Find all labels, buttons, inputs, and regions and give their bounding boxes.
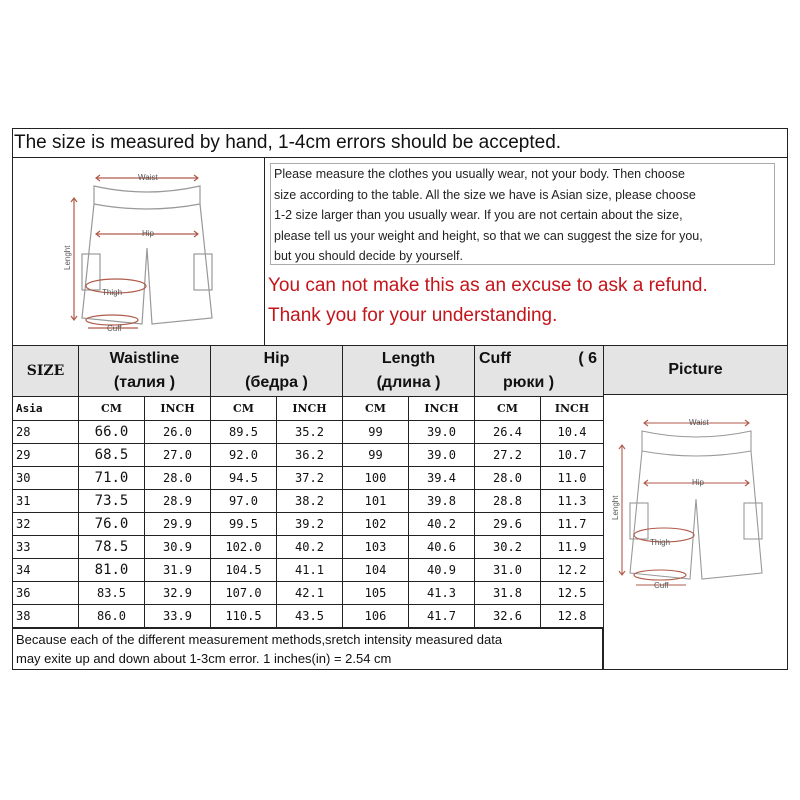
- length-cm-cell: 105: [343, 582, 409, 605]
- measurement-instructions: [270, 163, 775, 265]
- table-row: [13, 444, 604, 467]
- length-inch-cell: 40.6: [409, 536, 475, 559]
- thigh-label: Thigh: [650, 538, 671, 547]
- hip-label: Hip: [142, 229, 155, 238]
- length-inch-cell: 39.0: [409, 421, 475, 444]
- length-header: [343, 346, 475, 397]
- cuff-cm-unit: CM: [475, 397, 541, 421]
- hip-cm-cell: 104.5: [211, 559, 277, 582]
- length-header-sub: (длина ): [376, 374, 441, 391]
- hip-inch-cell: 42.1: [277, 582, 343, 605]
- asia-label: Asia: [13, 397, 79, 421]
- length-header-label: Length: [381, 350, 436, 367]
- hip-inch-cell: 39.2: [277, 513, 343, 536]
- hip-cm-cell: 102.0: [211, 536, 277, 559]
- cuff-label: Cuff: [107, 324, 122, 333]
- length-inch-cell: 40.9: [409, 559, 475, 582]
- waist-inch-unit: INCH: [145, 397, 211, 421]
- waist-cm-cell: 81.0: [79, 559, 145, 582]
- hip-header-label: Hip: [263, 350, 290, 367]
- cuff-cm-cell: 28.8: [475, 490, 541, 513]
- hip-inch-cell: 40.2: [277, 536, 343, 559]
- length-cm-cell: 103: [343, 536, 409, 559]
- length-label: Lenght: [611, 495, 620, 520]
- waist-inch-cell: 30.9: [145, 536, 211, 559]
- length-cm-cell: 101: [343, 490, 409, 513]
- length-cm-cell: 100: [343, 467, 409, 490]
- waist-label: Waist: [689, 418, 709, 427]
- waist-cm-cell: 78.5: [79, 536, 145, 559]
- size-cell: 38: [13, 605, 79, 628]
- waist-inch-cell: 28.9: [145, 490, 211, 513]
- hip-cm-cell: 110.5: [211, 605, 277, 628]
- waist-inch-cell: 33.9: [145, 605, 211, 628]
- measurement-notice: The size is measured by hand, 1-4cm errors should be accepted.: [12, 128, 788, 158]
- cuff-inch-cell: 11.3: [541, 490, 604, 513]
- waist-inch-cell: 29.9: [145, 513, 211, 536]
- table-row: [13, 490, 604, 513]
- cuff-cm-cell: 26.4: [475, 421, 541, 444]
- waist-cm-cell: 73.5: [79, 490, 145, 513]
- waist-cm-cell: 76.0: [79, 513, 145, 536]
- size-cell: 30: [13, 467, 79, 490]
- hip-inch-cell: 43.5: [277, 605, 343, 628]
- hip-cm-unit: CM: [211, 397, 277, 421]
- table-row: [13, 605, 604, 628]
- instruction-line: 1-2 size larger than you usually wear. If you are not certain about the size,: [274, 208, 683, 223]
- cuff-inch-unit: INCH: [541, 397, 604, 421]
- cuff-cm-cell: 31.8: [475, 582, 541, 605]
- cuff-cm-cell: 30.2: [475, 536, 541, 559]
- hip-inch-cell: 35.2: [277, 421, 343, 444]
- hip-cm-cell: 92.0: [211, 444, 277, 467]
- picture-header: Picture: [603, 345, 788, 395]
- waist-header-sub: (талия ): [113, 374, 176, 391]
- table-row: [13, 559, 604, 582]
- cuff-cm-cell: 28.0: [475, 467, 541, 490]
- cuff-header-label: Cuff: [479, 350, 511, 367]
- hip-label: Hip: [692, 478, 705, 487]
- cuff-inch-cell: 11.7: [541, 513, 604, 536]
- hip-header: [211, 346, 343, 397]
- size-header: SIZE: [13, 346, 79, 397]
- instruction-line: size according to the table. All the size we have is Asian size, please choose: [274, 187, 696, 202]
- length-cm-cell: 106: [343, 605, 409, 628]
- shorts-diagram-top: [12, 158, 265, 345]
- cuff-header-right: ( 6: [578, 350, 597, 367]
- hip-cm-cell: 94.5: [211, 467, 277, 490]
- hip-cm-cell: 107.0: [211, 582, 277, 605]
- cuff-header-line: [479, 347, 603, 371]
- length-inch-cell: 40.2: [409, 513, 475, 536]
- size-cell: 34: [13, 559, 79, 582]
- size-table: [12, 345, 604, 628]
- hip-inch-unit: INCH: [277, 397, 343, 421]
- waist-inch-cell: 32.9: [145, 582, 211, 605]
- cuff-cm-cell: 31.0: [475, 559, 541, 582]
- info-row: [12, 158, 788, 345]
- waist-inch-cell: 26.0: [145, 421, 211, 444]
- waist-cm-cell: 83.5: [79, 582, 145, 605]
- length-cm-cell: 102: [343, 513, 409, 536]
- length-cm-cell: 104: [343, 559, 409, 582]
- hip-header-sub: (бедра ): [245, 374, 308, 391]
- cuff-inch-cell: 10.4: [541, 421, 604, 444]
- length-label: Lenght: [63, 245, 72, 270]
- table-row: [13, 513, 604, 536]
- cuff-cm-cell: 27.2: [475, 444, 541, 467]
- cuff-label: Cuff: [654, 581, 669, 590]
- size-cell: 36: [13, 582, 79, 605]
- cuff-inch-cell: 11.0: [541, 467, 604, 490]
- length-cm-cell: 99: [343, 444, 409, 467]
- cuff-inch-cell: 11.9: [541, 536, 604, 559]
- waist-cm-cell: 71.0: [79, 467, 145, 490]
- instruction-line: but you should decide by yourself.: [274, 249, 464, 264]
- cuff-inch-cell: 10.7: [541, 444, 604, 467]
- cuff-inch-cell: 12.2: [541, 559, 604, 582]
- instruction-line: please tell us your weight and height, so that we can suggest the size for you,: [274, 228, 703, 243]
- footnote: [12, 628, 603, 670]
- waist-inch-cell: 31.9: [145, 559, 211, 582]
- cuff-header: [475, 346, 604, 397]
- refund-line: You can not make this as an excuse to ask a refund.: [268, 275, 708, 296]
- waist-cm-unit: CM: [79, 397, 145, 421]
- info-box: [265, 158, 788, 345]
- cuff-cm-cell: 29.6: [475, 513, 541, 536]
- waist-header-label: Waistline: [109, 350, 180, 367]
- hip-inch-cell: 41.1: [277, 559, 343, 582]
- length-inch-cell: 41.7: [409, 605, 475, 628]
- cuff-inch-cell: 12.8: [541, 605, 604, 628]
- waist-cm-cell: 66.0: [79, 421, 145, 444]
- waist-header: [79, 346, 211, 397]
- hip-cm-cell: 89.5: [211, 421, 277, 444]
- instruction-line: Please measure the clothes you usually wear, not your body. Then choose: [274, 167, 685, 181]
- table-row: [13, 582, 604, 605]
- footnote-line: Because each of the different measurement methods,sretch intensity measured data: [16, 632, 503, 647]
- length-inch-cell: 39.8: [409, 490, 475, 513]
- table-row: [13, 536, 604, 559]
- cuff-inch-cell: 12.5: [541, 582, 604, 605]
- cuff-cm-cell: 32.6: [475, 605, 541, 628]
- length-inch-unit: INCH: [409, 397, 475, 421]
- thanks-line: Thank you for your understanding.: [268, 305, 558, 326]
- hip-inch-cell: 37.2: [277, 467, 343, 490]
- shorts-diagram-table: [603, 395, 788, 670]
- size-cell: 29: [13, 444, 79, 467]
- table-header-row: [13, 346, 604, 397]
- refund-warning: [268, 271, 708, 331]
- waist-inch-cell: 28.0: [145, 467, 211, 490]
- thigh-label: Thigh: [102, 288, 123, 297]
- waist-cm-cell: 86.0: [79, 605, 145, 628]
- waist-inch-cell: 27.0: [145, 444, 211, 467]
- size-cell: 31: [13, 490, 79, 513]
- hip-cm-cell: 99.5: [211, 513, 277, 536]
- table-row: [13, 467, 604, 490]
- cuff-header-sub: рюки ): [503, 374, 555, 391]
- hip-inch-cell: 38.2: [277, 490, 343, 513]
- footnote-line: may exite up and down about 1-3cm error. 1 inches(in) = 2.54 cm: [16, 651, 392, 666]
- length-cm-unit: CM: [343, 397, 409, 421]
- waist-label: Waist: [138, 173, 158, 182]
- size-cell: 32: [13, 513, 79, 536]
- length-inch-cell: 41.3: [409, 582, 475, 605]
- hip-cm-cell: 97.0: [211, 490, 277, 513]
- size-cell: 33: [13, 536, 79, 559]
- length-cm-cell: 99: [343, 421, 409, 444]
- hip-inch-cell: 36.2: [277, 444, 343, 467]
- table-row: [13, 421, 604, 444]
- unit-row: [13, 397, 604, 421]
- waist-cm-cell: 68.5: [79, 444, 145, 467]
- size-cell: 28: [13, 421, 79, 444]
- length-inch-cell: 39.0: [409, 444, 475, 467]
- length-inch-cell: 39.4: [409, 467, 475, 490]
